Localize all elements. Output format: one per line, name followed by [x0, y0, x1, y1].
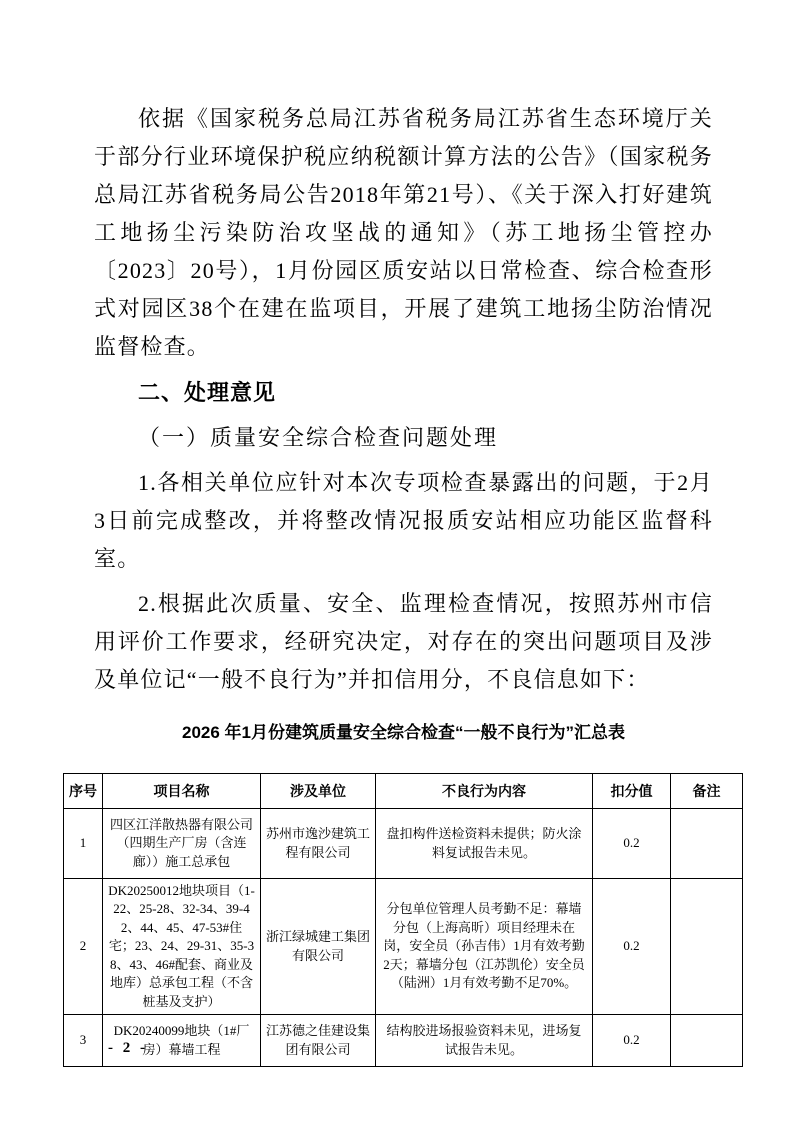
header-deduction-value: 扣分值 [593, 774, 671, 809]
table-row [64, 879, 743, 1015]
cell-index: 2 [64, 879, 103, 1015]
cell-deduction-value: 0.2 [593, 879, 671, 1015]
cell-remark [671, 1015, 743, 1067]
cell-remark [671, 809, 743, 879]
cell-project-name: DK20240099地块（1#厂房）幕墙工程 [103, 1015, 261, 1067]
cell-involved-unit: 江苏德之佳建设集团有限公司 [261, 1015, 376, 1067]
cell-behavior-content: 盘扣构件送检资料未提供；防火涂料复试报告未见。 [376, 809, 593, 879]
cell-index: 3 [64, 1015, 103, 1067]
subsection-heading-1: （一）质量安全综合检查问题处理 [138, 425, 499, 450]
table-header-row [64, 774, 743, 809]
cell-index: 1 [64, 809, 103, 879]
table-row [64, 1015, 743, 1067]
page-number: - 2 - [108, 1040, 148, 1056]
summary-table [63, 773, 743, 1067]
cell-deduction-value: 0.2 [593, 1015, 671, 1067]
paragraph-item-2: 2.根据此次质量、安全、监理检查情况，按照苏州市信用评价工作要求，经研究决定，对存在的突出问题项目及涉及单位记“一般不良行为”并扣信用分，不良信息如下： [94, 591, 713, 692]
header-remark: 备注 [671, 774, 743, 809]
paragraph-intro: 依据《国家税务总局江苏省税务局江苏省生态环境厅关于部分行业环境保护税应纳税额计算方法的公告》（国家税务总局江苏省税务局公告2018年第21号）、《关于深入打好建筑工地扬尘污染防治攻坚战的通知》（苏工地扬尘管控办〔2023〕20号），1月份园区质安站以日常检查、综合检查形式对园区38个在建在监项目，开展了建筑工地扬尘防治情况监督检查。 [94, 106, 713, 359]
paragraph-item-1: 1.各相关单位应针对本次专项检查暴露出的问题，于2月3日前完成整改，并将整改情况报质安站相应功能区监督科室。 [94, 470, 713, 571]
header-index: 序号 [64, 774, 103, 809]
cell-deduction-value: 0.2 [593, 809, 671, 879]
cell-behavior-content: 分包单位管理人员考勤不足：幕墙分包（上海高昕）项目经理未在岗，安全员（孙吉伟）1月有效考勤2天；幕墙分包（江苏凯伦）安全员（陆洲）1月有效考勤不足70%。 [376, 879, 593, 1015]
cell-remark [671, 879, 743, 1015]
cell-project-name: DK20250012地块项目（1-22、25-28、32-34、39-42、44、45、47-53#住宅；23、24、29-31、35-38、43、46#配套、商业及地库）总承包工程（不含桩基及支护） [103, 879, 261, 1015]
cell-behavior-content: 结构胶进场报验资料未见，进场复试报告未见。 [376, 1015, 593, 1067]
cell-project-name: 四区江洋散热器有限公司（四期生产厂房（含连廊））施工总承包 [103, 809, 261, 879]
header-involved-unit: 涉及单位 [261, 774, 376, 809]
section-heading-2: 二、处理意见 [138, 380, 277, 405]
header-project-name: 项目名称 [103, 774, 261, 809]
header-behavior-content: 不良行为内容 [376, 774, 593, 809]
cell-involved-unit: 浙江绿城建工集团有限公司 [261, 879, 376, 1015]
cell-involved-unit: 苏州市逸沙建筑工程有限公司 [261, 809, 376, 879]
table-title: 2026 年1月份建筑质量安全综合检查“一般不良行为”汇总表 [182, 723, 625, 742]
table-row [64, 809, 743, 879]
